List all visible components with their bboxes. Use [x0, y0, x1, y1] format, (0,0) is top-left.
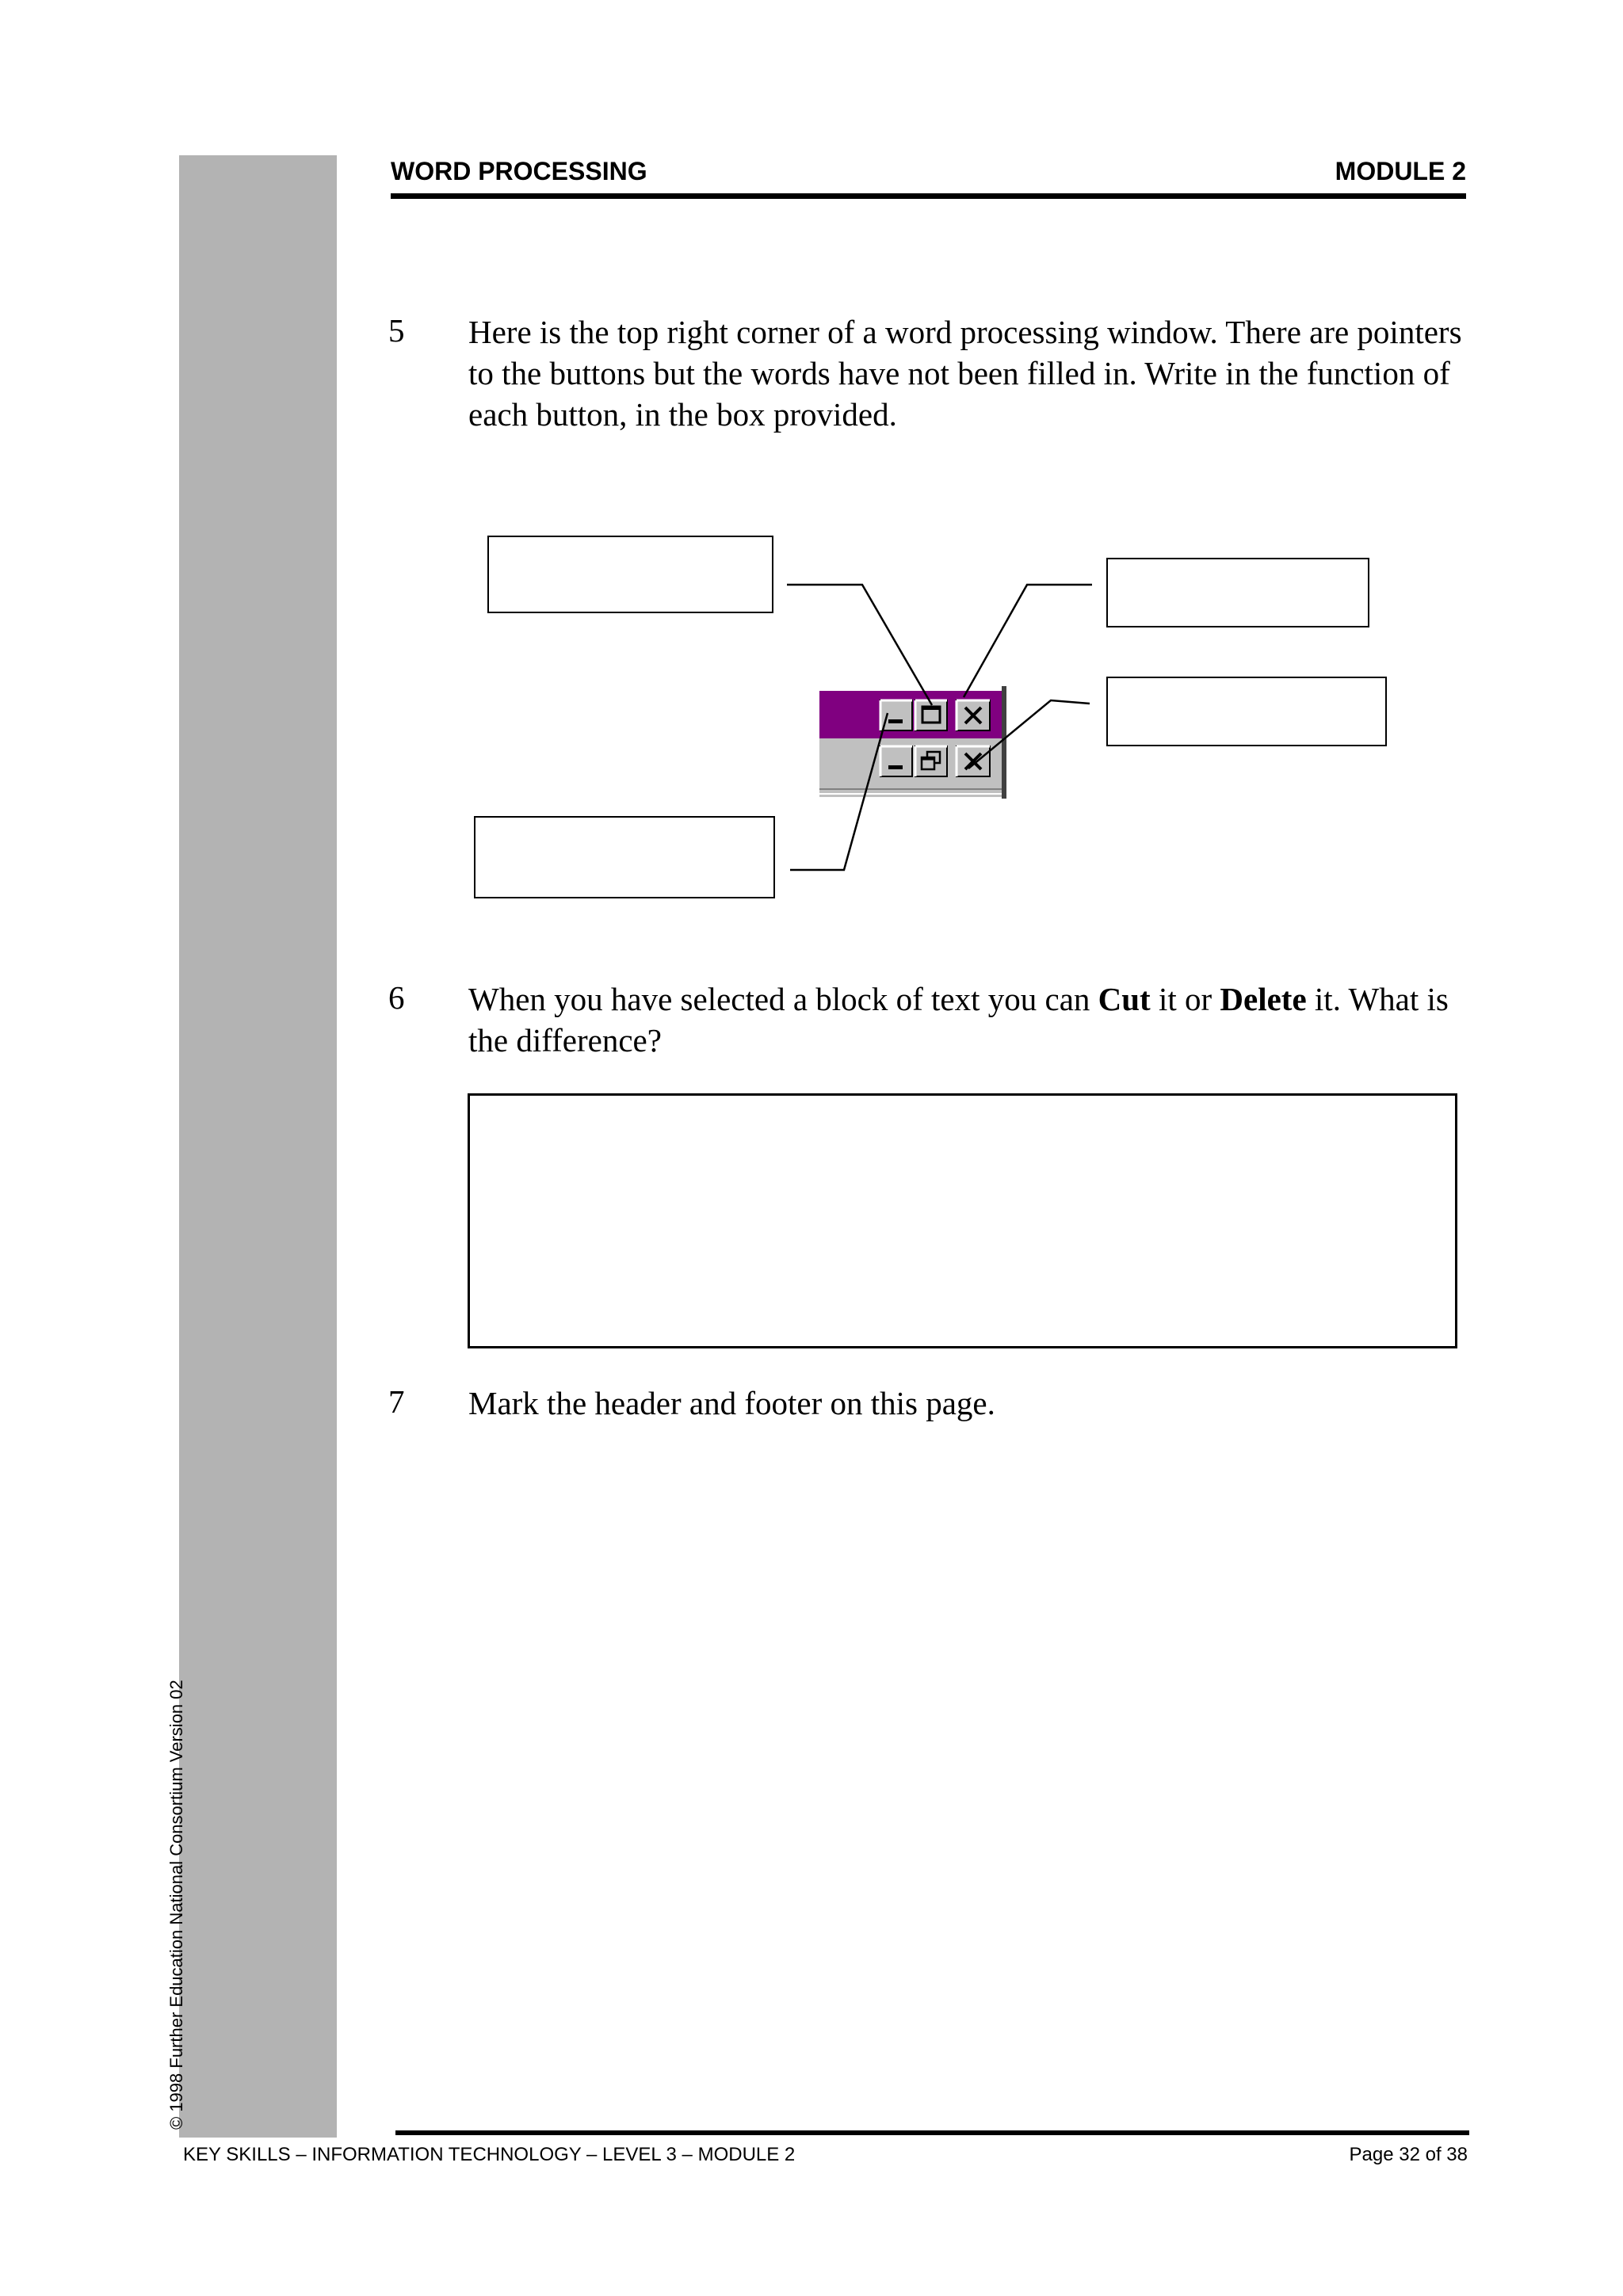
- maximize-icon: [922, 707, 940, 723]
- pointer-close-top: [964, 585, 1092, 697]
- titlebar-close-button: [957, 700, 990, 730]
- cut-term: Cut: [1098, 981, 1151, 1017]
- menubar-close-button: [957, 746, 990, 776]
- menubar-minimize-button: [880, 746, 912, 776]
- answer-box-close-bottom[interactable]: [1106, 677, 1387, 746]
- restore-icon: [922, 752, 940, 769]
- question-5-text: Here is the top right corner of a word processing window. There are pointers to the buttons but the words have not been filled in. Write in the function of each button, in the box provided.: [468, 314, 1462, 433]
- pointer-close-bottom: [968, 700, 1090, 769]
- footer-title: KEY SKILLS – INFORMATION TECHNOLOGY – LEVEL 3 – MODULE 2: [183, 2144, 796, 2165]
- answer-box-close-top[interactable]: [1106, 558, 1369, 627]
- answer-box-cut-delete[interactable]: [468, 1093, 1457, 1348]
- header-title: WORD PROCESSING: [391, 157, 647, 185]
- titlebar-minimize-button: [880, 700, 912, 730]
- page-number: Page 32 of 38: [1349, 2144, 1468, 2165]
- header-module: MODULE 2: [1335, 157, 1466, 185]
- close-icon: [965, 753, 981, 769]
- window-menubar: [819, 738, 1005, 789]
- answer-box-minimize[interactable]: [474, 816, 775, 898]
- minimize-icon: [888, 765, 903, 769]
- pointer-maximize: [787, 585, 932, 705]
- grey-sidebar: [179, 155, 337, 2138]
- minimize-icon: [888, 719, 903, 723]
- question-7-number: 7: [388, 1383, 405, 1420]
- question-5-number: 5: [388, 312, 405, 349]
- pointer-minimize: [790, 713, 888, 870]
- menubar-restore-button: [915, 746, 947, 776]
- close-icon: [965, 707, 981, 723]
- window-titlebar: [819, 691, 1005, 738]
- titlebar-maximize-button: [915, 700, 947, 730]
- question-6-number: 6: [388, 979, 405, 1016]
- question-7-text: Mark the header and footer on this page.: [468, 1385, 995, 1421]
- header-rule: [391, 193, 1466, 199]
- question-6-text: When you have selected a block of text you can Cut it or Delete it. What is the difference?: [468, 981, 1449, 1058]
- footer-rule: [395, 2130, 1469, 2135]
- answer-box-maximize[interactable]: [487, 536, 773, 613]
- delete-term: Delete: [1220, 981, 1307, 1017]
- copyright-notice: © 1998 Further Education National Consortium Version 02: [166, 1680, 186, 2130]
